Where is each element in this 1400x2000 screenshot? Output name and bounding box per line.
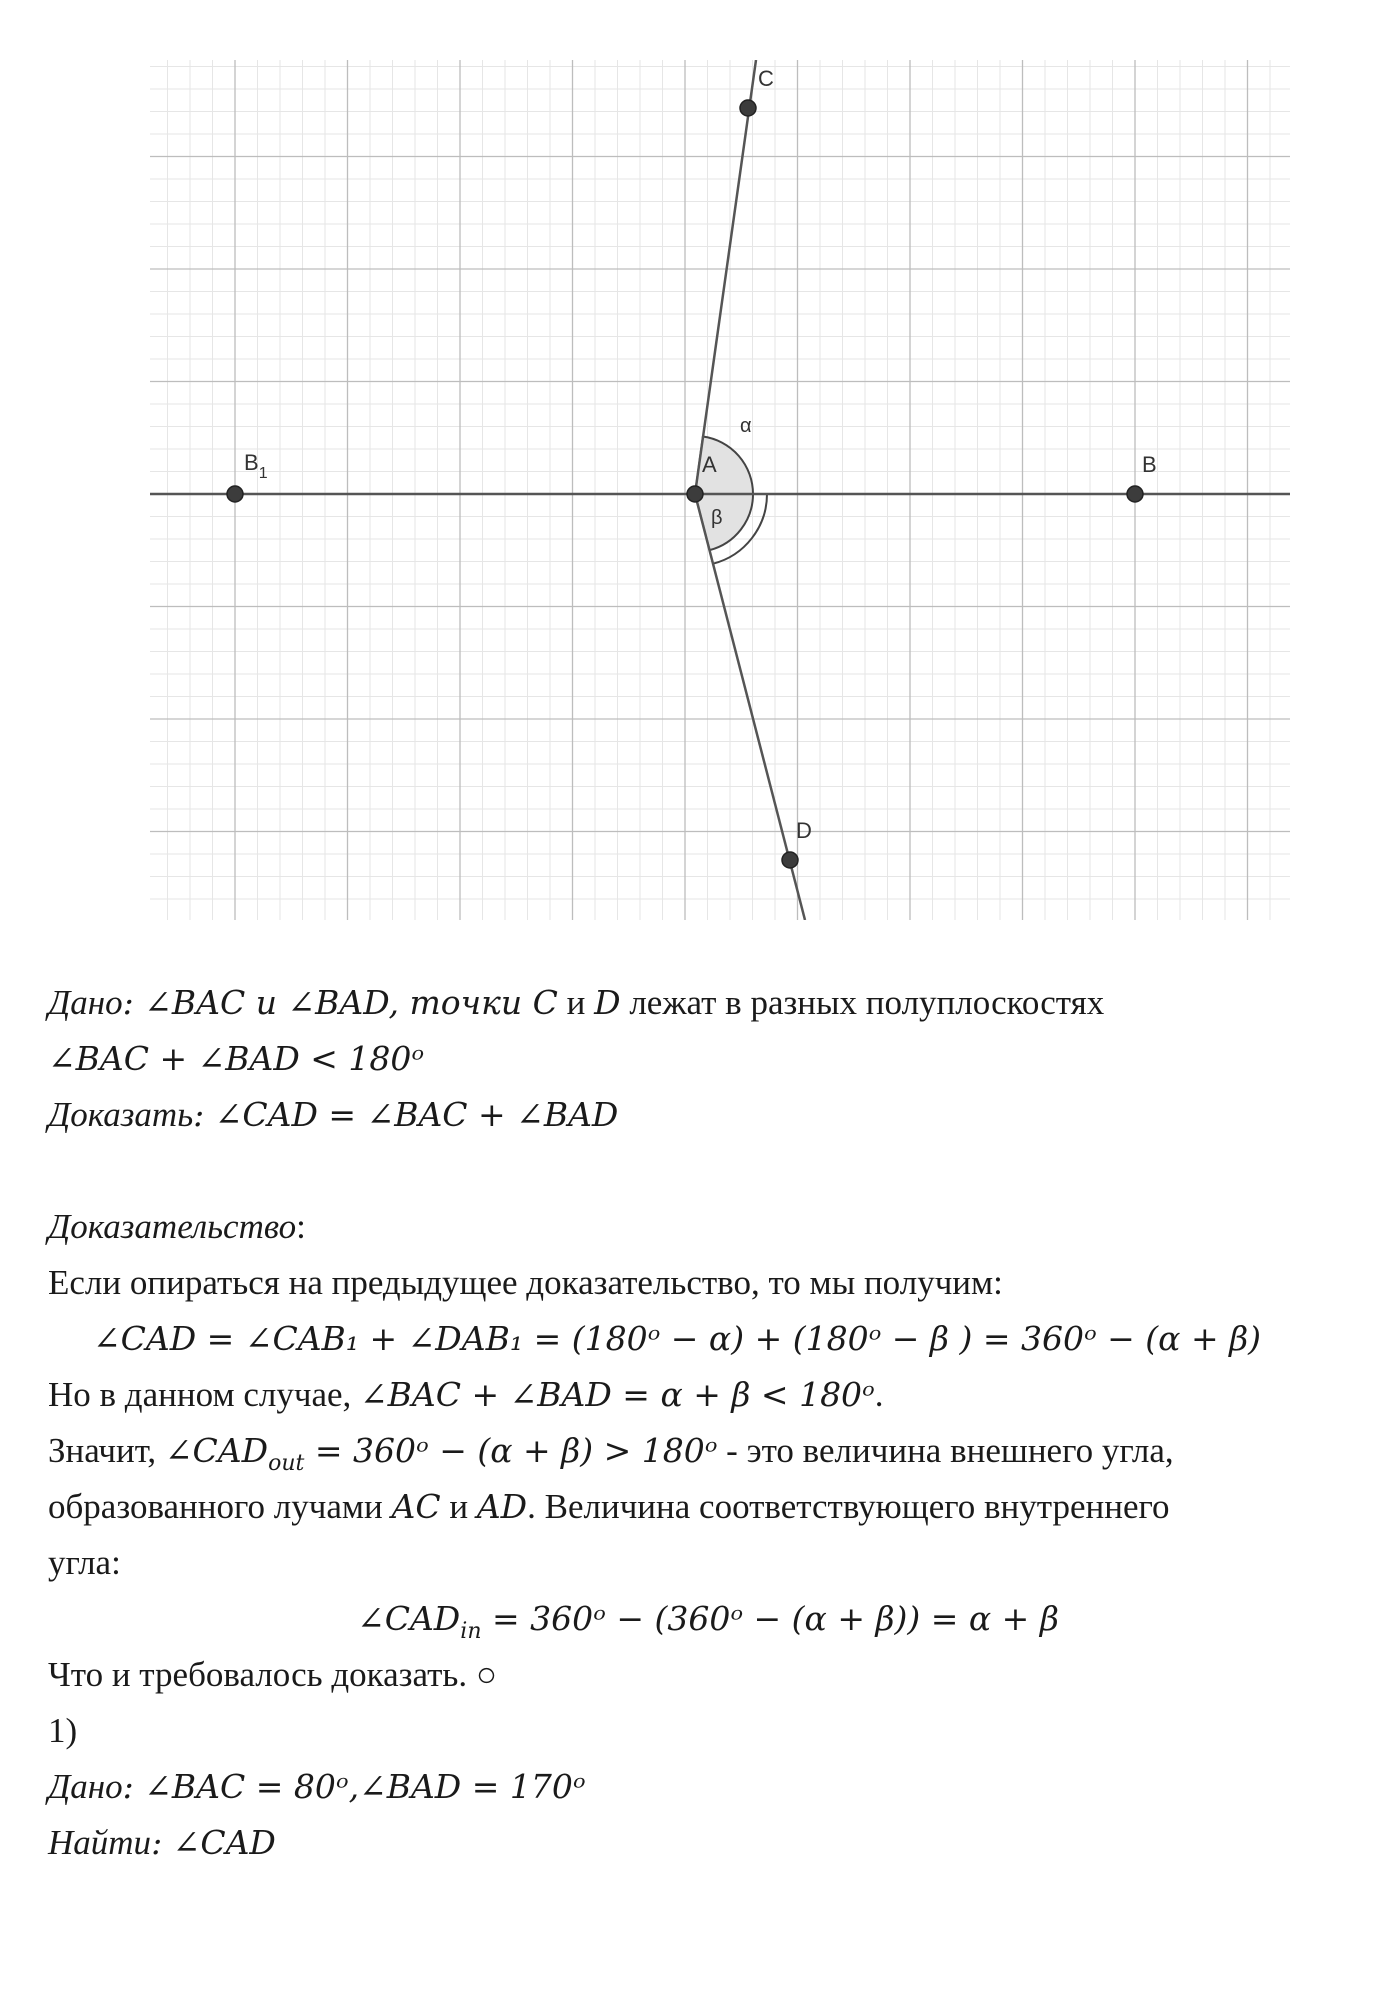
prove-label: Доказать [48,1095,194,1134]
find-value: : ∠CAD [151,1823,276,1862]
label-b: B [1142,452,1157,477]
point-b1 [227,486,243,502]
proof-heading [48,1199,1368,1255]
p3-subscript: out [268,1451,305,1476]
given-label: Дано [48,983,123,1022]
label-a: A [702,452,717,477]
angle-beta-sector [695,494,753,550]
given2-values: : ∠BAC = 80ᵒ,∠BAD = 170ᵒ [122,1767,586,1806]
proof-paragraph-4 [48,1479,1368,1535]
document-text [48,975,1368,1871]
eq2-rest: = 360ᵒ − (360ᵒ − (α + β)) = α + β [481,1599,1059,1638]
p4-and: и [440,1487,477,1526]
given-point-c: C [532,983,558,1022]
item-number: 1) [48,1711,78,1750]
p2-end: . [874,1375,884,1414]
given-line-3 [48,1759,1368,1815]
p4-text: образованного лучами [48,1487,392,1526]
p3-end: - это величина внешнего угла, [717,1431,1174,1470]
prove-line [48,1087,1368,1143]
p4-ray-ac: AC [391,1487,441,1526]
eq2-angle: ∠CAD [357,1599,461,1638]
p2-math: ∠BAC + ∠BAD = α + β < 180ᵒ [360,1375,875,1414]
eq2-subscript: in [460,1619,482,1644]
given-and: и [557,983,595,1022]
p4-end: . Величина соответствующего внутреннего [527,1487,1170,1526]
proof-conclusion: Что и требовалось доказать. ○ [48,1655,498,1694]
label-d: D [796,818,812,843]
proof-paragraph-3 [48,1423,1368,1479]
equation-2 [48,1591,1368,1647]
point-d [782,852,798,868]
p3-math-2: = 360ᵒ − (α + β) > 180ᵒ [304,1431,718,1470]
prove-statement: : ∠CAD = ∠BAC + ∠BAD [193,1095,619,1134]
proof-paragraph-1: Если опираться на предыдущее доказательство, то мы получим: [48,1263,1003,1302]
given2-label: Дано [48,1767,123,1806]
geometry-figure [150,60,1290,920]
p3-math: ∠CAD [164,1431,269,1470]
given-point-d: D [594,983,621,1022]
label-b1-subscript: 1 [258,465,268,482]
point-b [1127,486,1143,502]
label-c: C [758,66,774,91]
point-c [740,100,756,116]
equation-1: ∠CAD = ∠CAB₁ + ∠DAB₁ = (180ᵒ − α) + (180ᵒ − β ) = 360ᵒ − (α + β) [93,1319,1262,1358]
proof-label: Доказательство [48,1207,297,1246]
p4-ray-ad: AD [476,1487,528,1526]
label-b1 [244,450,268,482]
p2-text: Но в данном случае, [48,1375,361,1414]
proof-paragraph-2 [48,1367,1368,1423]
point-a [687,486,703,502]
given-angles: : ∠BAC и ∠BAD, точки [122,983,533,1022]
proof-label-colon: : [296,1207,306,1246]
p3-text: Значит, [48,1431,165,1470]
label-beta: β [711,507,723,529]
label-b1-letter: B [244,450,259,475]
given-line-2: ∠BAC + ∠BAD < 180ᵒ [48,1039,425,1078]
given-line-1 [48,975,1368,1031]
find-line [48,1815,1368,1871]
label-alpha: α [740,415,752,437]
proof-paragraph-5: угла: [48,1543,121,1582]
given-condition-text: лежат в разных полуплоскостях [620,983,1105,1022]
find-label: Найти [48,1823,152,1862]
